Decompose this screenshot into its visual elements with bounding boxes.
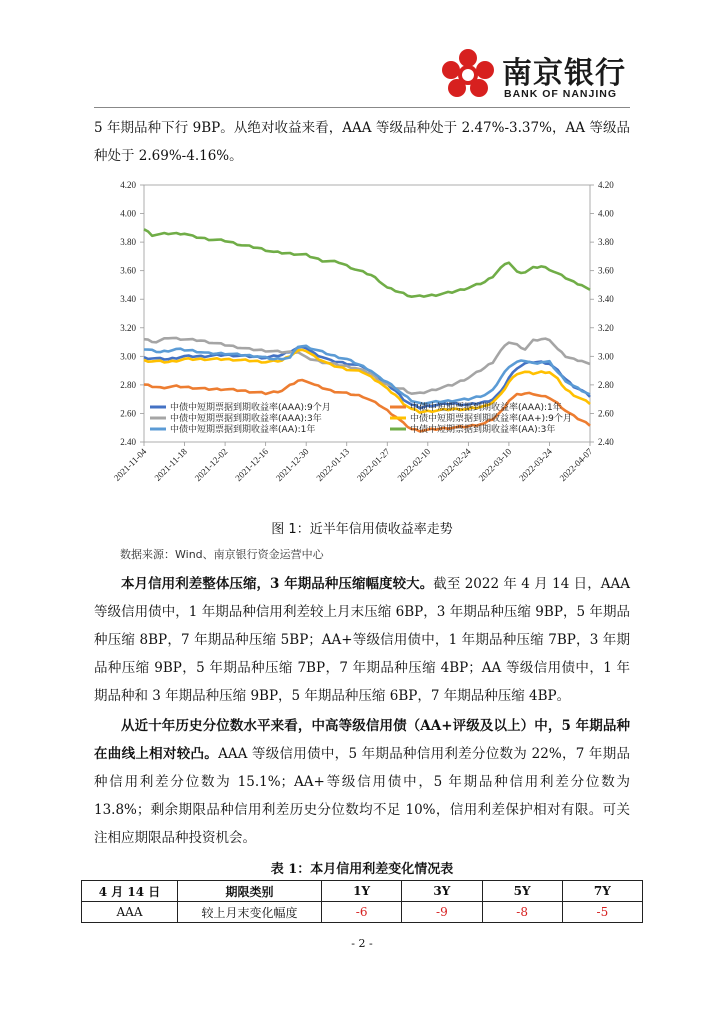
- percentile-paragraph: [94, 712, 630, 852]
- spread-change-table: [81, 880, 643, 923]
- legend-label: 中债中短期票据到期收益率(AAA):3年: [170, 414, 322, 424]
- y-tick-label-right: 2.80: [598, 379, 614, 390]
- header-divider: [94, 107, 630, 108]
- y-tick-label-left: 2.80: [120, 379, 136, 390]
- spread-paragraph-body: 截至 2022 年 4 月 14 日，AAA 等级信用债中，1 年期品种信用利差较上月末压缩 6BP，3 年期品种压缩 9BP，5 年期品种压缩 8BP，7 年期品种压缩 5BP；AA+等级信用债中，1 年期品种压缩 7BP，3 年期品种压缩 9BP，5 年期品种压缩 7BP，7 年期品种压缩 4BP；AA 等级信用债中，1 年期品种和 3 年期品种压缩 9BP，5 年期品种压缩 6BP，7 年期品种压缩 4BP。: [94, 576, 630, 704]
- y-tick-label-right: 3.80: [598, 237, 614, 248]
- bank-name-cn: 南京银行: [502, 56, 626, 91]
- spread-paragraph-lead: 本月信用利差整体压缩，3 年期品种压缩幅度较大。: [121, 576, 434, 592]
- y-tick-label-left: 2.60: [120, 408, 136, 419]
- legend-label: 中债中短期票据到期收益率(AA):1年: [170, 425, 316, 435]
- bank-logo: [440, 44, 640, 108]
- x-tick-label: 2021-12-02: [192, 446, 230, 484]
- series-line: [144, 229, 590, 296]
- table-cell: 较上月末变化幅度: [178, 902, 322, 923]
- y-tick-label-left: 3.20: [120, 322, 136, 333]
- bank-emblem-icon: [440, 48, 496, 100]
- table-header-cell: 3Y: [402, 881, 482, 902]
- x-tick-label: 2022-03-10: [476, 446, 514, 484]
- y-tick-label-right: 2.60: [598, 408, 614, 419]
- y-tick-label-left: 3.00: [120, 351, 136, 362]
- legend-label: 中债中短期票据到期收益率(AAA):9个月: [170, 403, 331, 413]
- y-tick-label-right: 3.40: [598, 294, 614, 305]
- table-cell: -9: [402, 902, 482, 923]
- yield-trend-chart: [94, 176, 630, 506]
- figure-caption: 图 1：近半年信用债收益率走势: [271, 522, 453, 537]
- figure-source: 数据来源：Wind、南京银行资金运营中心: [120, 548, 324, 561]
- y-tick-label-left: 2.40: [120, 437, 136, 447]
- table-header-row: [82, 881, 643, 902]
- x-tick-label: 2022-02-24: [436, 446, 473, 484]
- x-tick-label: 2021-11-18: [152, 446, 189, 483]
- intro-paragraph: 5 年期品种下行 9BP。从绝对收益来看，AAA 等级品种处于 2.47%-3.37%，AA 等级品种处于 2.69%-4.16%。: [94, 120, 630, 164]
- x-tick-label: 2022-01-27: [354, 446, 392, 484]
- y-tick-label-right: 4.00: [598, 208, 614, 219]
- y-tick-label-left: 3.40: [120, 294, 136, 305]
- x-tick-label: 2022-04-07: [557, 446, 595, 484]
- legend-label: 中债中短期票据到期收益率(AAA):1年: [410, 403, 562, 413]
- table-cell: -8: [482, 902, 562, 923]
- y-tick-label-right: 3.60: [598, 265, 614, 276]
- y-tick-label-left: 4.00: [120, 208, 136, 219]
- table-row: [82, 902, 643, 923]
- bank-name-en: BANK OF NANJING: [504, 88, 618, 100]
- y-tick-label-right: 4.20: [598, 180, 614, 190]
- y-tick-label-right: 2.40: [598, 437, 614, 447]
- y-tick-label-left: 4.20: [120, 180, 136, 190]
- spread-paragraph: [94, 570, 630, 710]
- table-header-cell: 1Y: [322, 881, 402, 902]
- legend-label: 中债中短期票据到期收益率(AA+):9个月: [410, 414, 572, 424]
- x-tick-label: 2022-01-13: [314, 446, 352, 484]
- legend-label: 中债中短期票据到期收益率(AA):3年: [410, 425, 556, 435]
- x-tick-label: 2021-11-04: [111, 446, 149, 483]
- table-cell: -6: [322, 902, 402, 923]
- y-tick-label-left: 3.60: [120, 265, 136, 276]
- x-tick-label: 2021-12-30: [273, 446, 311, 484]
- table-header-cell: 期限类别: [178, 881, 322, 902]
- x-tick-label: 2022-03-24: [517, 446, 554, 484]
- y-tick-label-left: 3.80: [120, 237, 136, 248]
- table-header-cell: 5Y: [482, 881, 562, 902]
- table-cell: -5: [562, 902, 642, 923]
- x-tick-label: 2021-12-16: [233, 446, 271, 484]
- table-title: 表 1：本月信用利差变化情况表: [270, 862, 454, 877]
- table-cell: AAA: [82, 902, 178, 923]
- percentile-paragraph-lead: 从近十年历史分位数水平来看，中高等级信用债（AA+评级及以上）中，5 年期品种在曲线上相对较凸。: [94, 718, 630, 762]
- table-header-cell: 4 月 14 日: [82, 881, 178, 902]
- y-tick-label-right: 3.00: [598, 351, 614, 362]
- y-tick-label-right: 3.20: [598, 322, 614, 333]
- page-number: - 2 -: [351, 937, 373, 950]
- percentile-paragraph-body: AAA 等级信用债中，5 年期品种信用利差分位数为 22%，7 年期品种信用利差分位数为 15.1%；AA+等级信用债中，5 年期品种信用利差分位数为 13.8%；剩余期限品种信用利差历史分位数均不足 10%，信用利差保护相对有限。可关注相应期限品种投资机会。: [94, 746, 630, 846]
- table-header-cell: 7Y: [562, 881, 642, 902]
- x-tick-label: 2022-02-10: [395, 446, 433, 484]
